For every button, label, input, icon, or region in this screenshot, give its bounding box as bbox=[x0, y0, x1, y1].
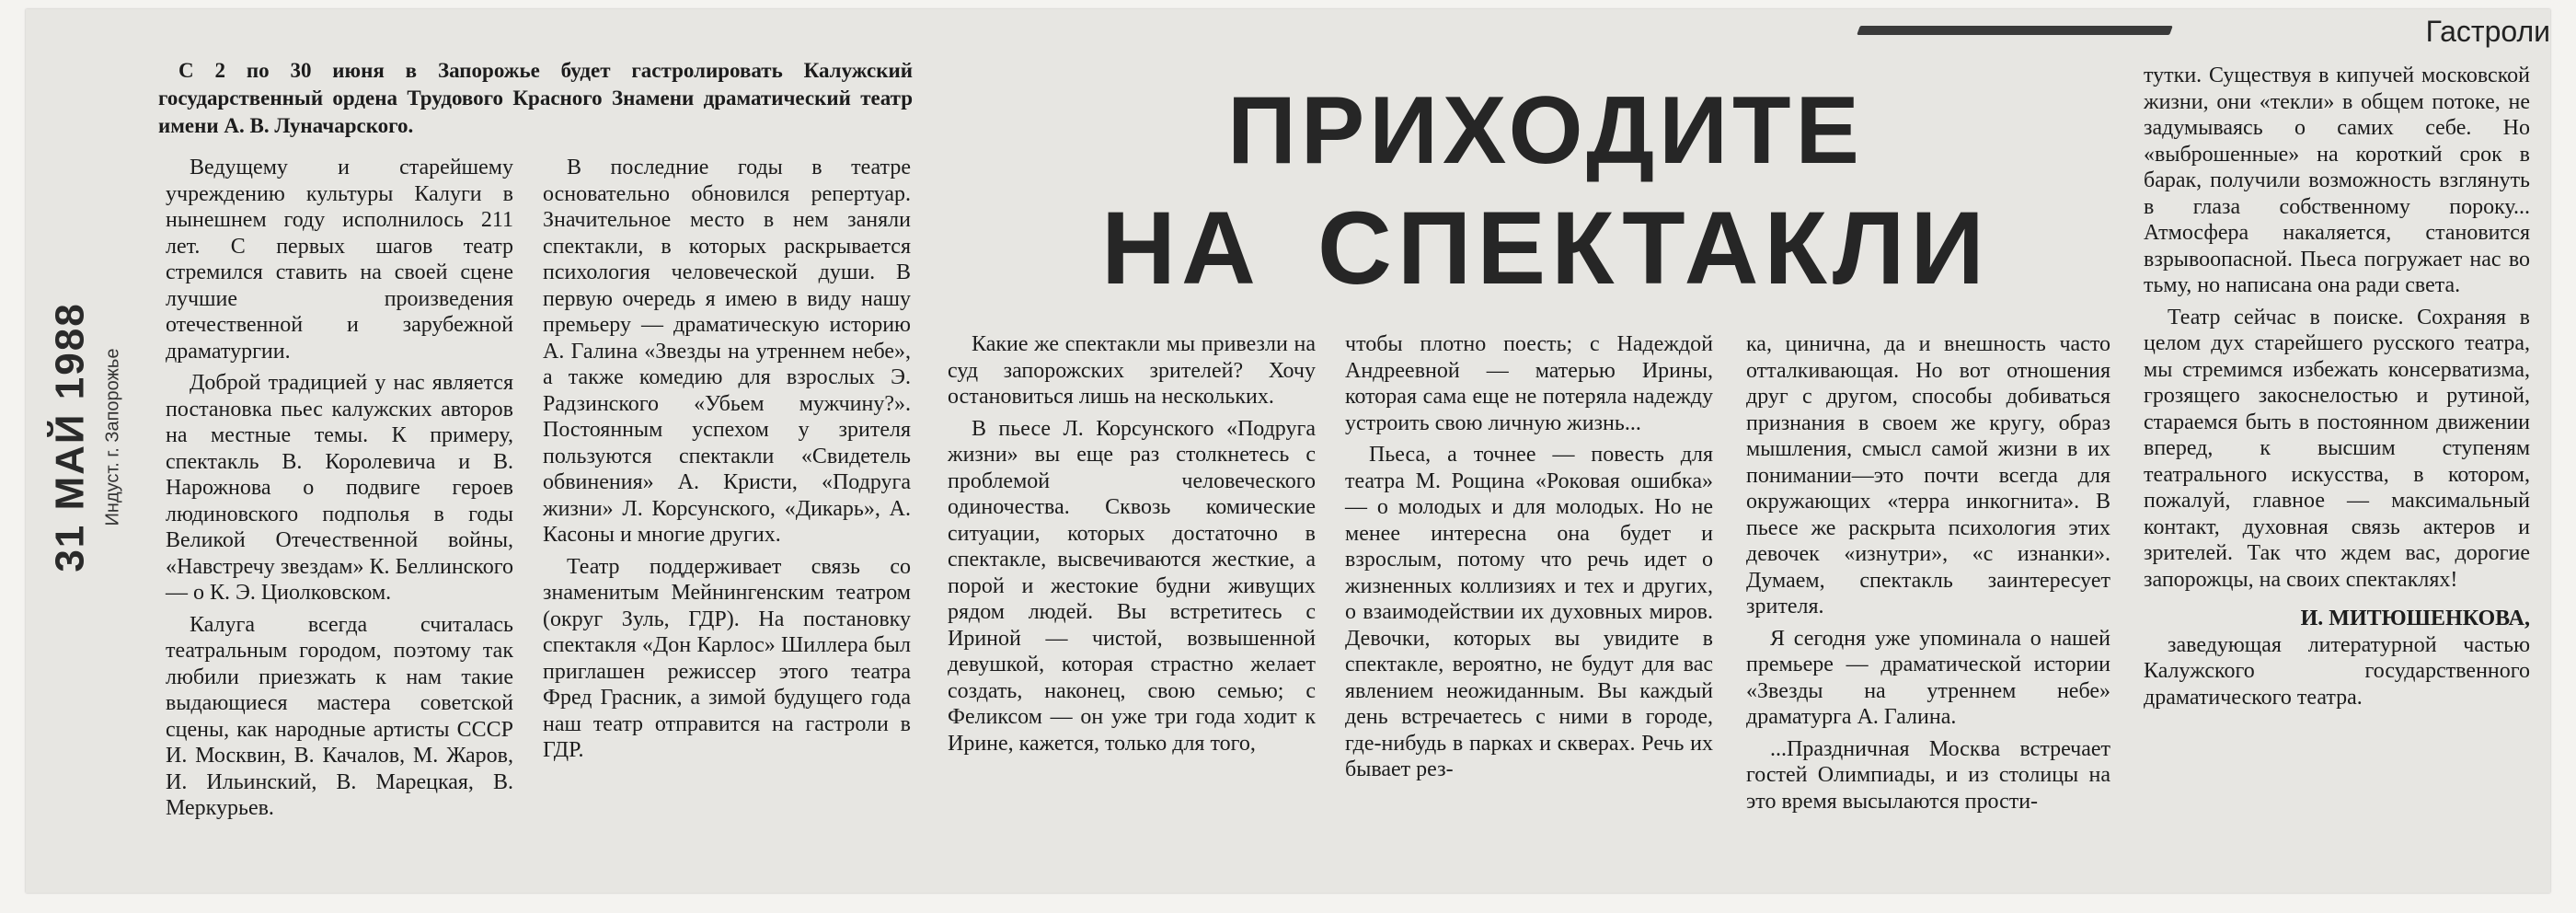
paragraph: В пьесе Л. Корсунского «Подруга жизни» вы еще раз столкнетесь с проблемой человеческого одиночества. Сквозь комические ситуации, которых достаточно в спектакле, высвечиваются жесткие, а порой и жестокие будни живущих рядом людей. Вы встретитесь с Ириной — чистой, возвышенной девушкой, которая страстно желает создать, наконец, свою семью; с Феликсом — он уже три года ходит к Ирине, кажется, только для того, bbox=[948, 416, 1316, 756]
paragraph: Театр сейчас в поиске. Сохраняя в целом дух старейшего русского театра, мы стремимся избежать консерватизма, грозящего закоснелостью и рутиной, стараемся быть в постоянном движении вперед, к высшим ступеням театрального искусства, в котором, пожалуй, главное — максимальный контакт, духовная связь актеров и зрителей. Так что ждем вас, дорогие запорожцы, на своих спектаклях! bbox=[2144, 305, 2530, 592]
paragraph: Пьеса, а точнее — повесть для театра М. Рощина «Роковая ошибка» — о молодых и для молодых. Но не менее интересна она будет и взрослым, потому что речь идет о жизненных коллизиях и тех и других, о взаимодействии их духовных миров. Девочки, которых вы увидите в спектакле, вероятно, не будут для вас явлением неожиданным. Вы каждый день встречаетесь с ними в городе, где-нибудь в парках и скверах. Речь их бывает рез- bbox=[1345, 443, 1713, 781]
paragraph: ...Праздничная Москва встречает гостей Олимпиады, и из столицы на это время высылаются прости- bbox=[1746, 736, 2110, 814]
stamp-date: 31 МАЙ 1988 bbox=[47, 302, 93, 572]
paragraph: Калуга всегда считалась театральным городом, поэтому так любили приезжать к нам такие выдающиеся мастера советской сцены, как народные артисты СССР И. Москвин, В. Качалов, М. Жаров, И. Ильинский, В. Марецкая, В. Меркурьев. bbox=[166, 612, 513, 820]
author-signature: И. МИТЮШЕНКОВА, bbox=[2300, 607, 2530, 630]
article-column-3 bbox=[948, 331, 1316, 762]
article-column-6 bbox=[2144, 63, 2530, 716]
article-column-4 bbox=[1345, 331, 1713, 789]
paragraph: Театр поддерживает связь со знаменитым Мейнингенским театром (округ Зуль, ГДР). На постановку спектакля «Дон Карлос» Шиллера был приглашен режиссер этого театра Фред Грасник, а зимой будущего года наш театр отправится на гастроли в ГДР. bbox=[543, 554, 911, 762]
headline-line-2: НА СПЕКТАКЛИ bbox=[1101, 191, 1990, 306]
paragraph: Ведущему и старейшему учреждению культуры Калуги в нынешнем году исполнилось 211 лет. С первых шагов театр стремился ставить на своей сцене лучшие произведения отечественной и зарубежной драматургии. bbox=[166, 156, 513, 364]
paragraph: Какие же спектакли мы привезли на суд запорожских зрителей? Хочу остановиться лишь на нескольких. bbox=[948, 332, 1316, 409]
article-column-1 bbox=[166, 155, 513, 827]
paragraph: тутки. Существуя в кипучей московской жизни, они «текли» в общем потоке, не задумываясь о самих себе. Но «выброшенные» на короткий срок в барак, получили возможность взглянуть в глаза собственному пороку... Атмосфера накаляется, становится взрывоопасной. Пьеса погружает нас во тьму, но написана она ради света. bbox=[2144, 64, 2530, 297]
article-column-5 bbox=[1746, 331, 2110, 820]
paragraph: Я сегодня уже упоминала о нашей премьере — драматической истории «Звезды на утреннем небе» драматурга А. Галина. bbox=[1746, 626, 2110, 729]
headline bbox=[1012, 74, 2079, 309]
stamp-source: Индуст. г. Запорожье bbox=[102, 348, 123, 526]
paragraph: Доброй традицией у нас является постановка пьес калужских авторов на местные темы. К примеру, спектакль В. Королевича и В. Нарожнова о подвиге героев людиновского подполья в годы Великой Отечественной войны, «Навстречу звездам» К. Беллинского — о К. Э. Циолковском. bbox=[166, 371, 513, 605]
lead-paragraph: С 2 по 30 июня в Запорожье будет гастролировать Калужский государственный ордена Трудового Красного Знамени драматический театр имени А. В. Луначарского. bbox=[158, 59, 913, 137]
author-position: заведующая литературной частью Калужского государственного драматического театра. bbox=[2144, 632, 2530, 710]
rubric-label: Гастроли bbox=[2425, 15, 2550, 48]
paragraph: В последние годы в театре основательно обновился репертуар. Значительное место в нем заняли спектакли, в которых раскрывается психология человеческой души. В первую очередь я имею в виду нашу премьеру — драматическую историю А. Галина «Звезды на утреннем небе», а также комедию для взрослых Э. Радзинского «Убьем мужчину?». Постоянным успехом у зрителя пользуются спектакли «Свидетель обвинения» А. Кристи, «Подруга жизни» Л. Корсунского, «Дикарь», А. Касоны и многие других. bbox=[543, 156, 911, 547]
article-column-2 bbox=[543, 155, 911, 769]
paragraph: чтобы плотно поесть; с Надеждой Андреевной — матерью Ирины, которая сама еще не потеряла надежду устроить свою личную жизнь... bbox=[1345, 332, 1713, 435]
date-stamp bbox=[47, 101, 123, 773]
rubric-bar bbox=[1857, 26, 2173, 35]
paragraph: ка, цинична, да и внешность часто отталкивающая. Но вот отношения друг с другом, способы добиваться признания в своем же кругу, образ мышления, смысл самой жизни в их понимании—это почти всегда для окружающих «терра инкогнита». В пьесе же раскрыта психология этих девочек «изнутри», «с изнанки». Думаем, спектакль заинтересует зрителя. bbox=[1746, 332, 2110, 618]
headline-line-1: ПРИХОДИТЕ bbox=[1227, 77, 1864, 184]
